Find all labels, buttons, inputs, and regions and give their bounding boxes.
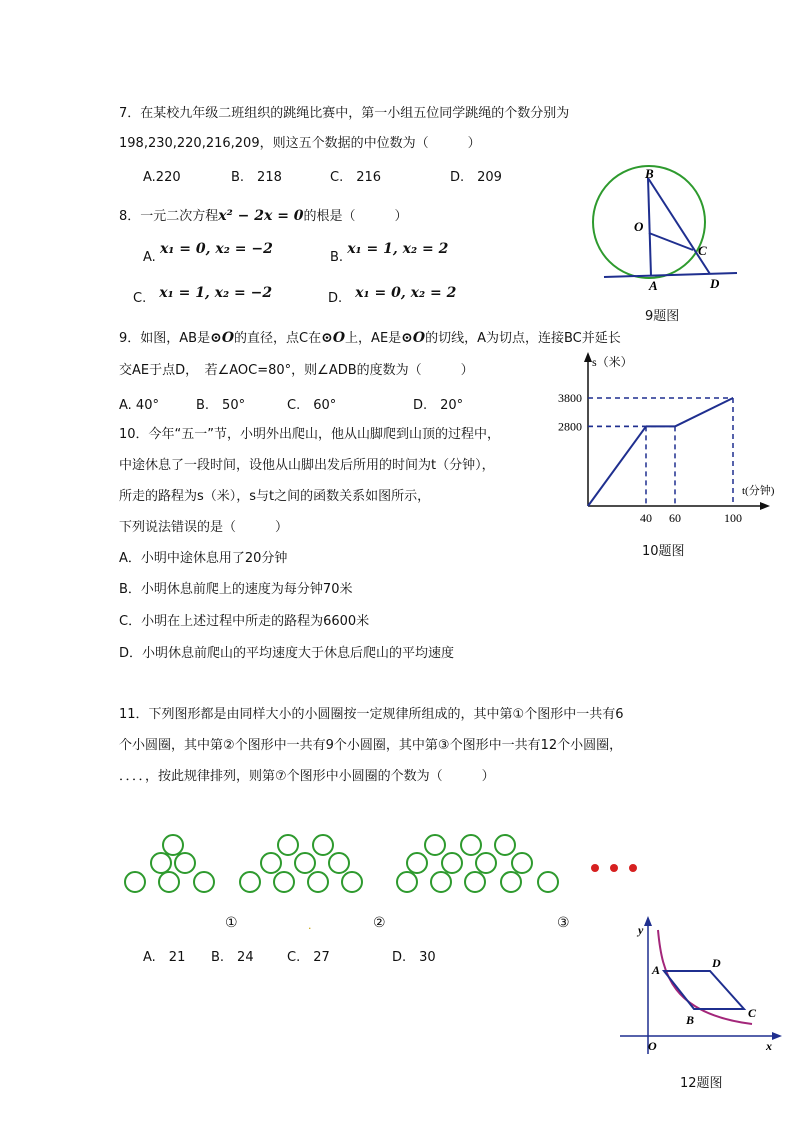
fig2-circle (295, 853, 315, 873)
fig3-circle (495, 835, 515, 855)
q11-stray-dot: . (308, 919, 312, 932)
fig9-label-b: B (645, 166, 654, 181)
fig12-label-b: B (686, 1013, 695, 1027)
fig10-caption: 10题图 (642, 544, 685, 559)
q10-stem-line3: 所走的路程为s（米），s与t之间的函数关系如图所示， (119, 489, 431, 504)
q7-stem-line1: 7．在某校九年级二班组织的跳绳比赛中，第一小组五位同学跳绳的个数分别为 (119, 106, 570, 121)
fig3-circle (442, 853, 462, 873)
fig10-series-segment (675, 398, 733, 426)
fig12-label-d: D (712, 956, 721, 970)
fig12-label-o: O (648, 1039, 657, 1053)
fig10-chart (548, 348, 775, 528)
q9-stem-line1: 9．如图，AB是⊙O的直径，点C在⊙O上，AE是⊙O的切线，A为切点，连接BC并延长 (119, 330, 621, 346)
fig3-circle (425, 835, 445, 855)
fig2-circle (278, 835, 298, 855)
q9-option-a: A. 40° (119, 398, 159, 413)
q8-option-b: B. x₁ = 1, x₂ = 2 (330, 241, 449, 265)
fig1-circle (163, 835, 183, 855)
fig12-x-arrow (772, 1032, 782, 1040)
fig9-caption: 9题图 (645, 309, 680, 324)
q7-option-b: B. 218 (231, 170, 282, 185)
ellipsis-dot (591, 864, 599, 872)
q9-option-b: B. 50° (196, 398, 246, 413)
fig9-label-a: A (649, 278, 658, 293)
q11-stem-line2: 个小圆圈，其中第②个图形中一共有9个小圆圈，其中第③个图形中一共有12个小圆圈， (119, 738, 623, 753)
fig2-circle (274, 872, 294, 892)
fig9-diameter-ab (648, 178, 651, 276)
q10-option-c: C．小明在上述过程中所走的路程为6600米 (119, 614, 370, 629)
q8-option-a: A. x₁ = 0, x₂ = −2 (143, 241, 273, 265)
fig9-label-d: D (710, 276, 720, 291)
fig3-circle (461, 835, 481, 855)
q11-option-d: D. 30 (392, 950, 436, 965)
ellipsis-dot (610, 864, 618, 872)
fig9-label-c: C (698, 243, 707, 258)
q10-option-d: D．小明休息前爬山的平均速度大于休息后爬山的平均速度 (119, 646, 455, 661)
fig2-circle (313, 835, 333, 855)
fig10-x-tick-label: 100 (724, 511, 742, 525)
fig3-circle (538, 872, 558, 892)
q11-fig-label-1: ① (225, 915, 238, 931)
q8-option-d: D. x₁ = 0, x₂ = 2 (328, 285, 457, 306)
q11-fig-label-2: ② (373, 915, 386, 931)
fig10-x-arrow (760, 502, 770, 510)
q11-stem-line1: 11．下列图形都是由同样大小的小圆圈按一定规律所组成的，其中第①个图形中一共有6 (119, 707, 624, 722)
fig12-label-c: C (748, 1006, 757, 1020)
fig3-circle (397, 872, 417, 892)
fig10-y-label: s（米） (592, 355, 633, 369)
q8-prefix: 8．一元二次方程 (119, 209, 219, 224)
fig1-circle (125, 872, 145, 892)
q7-option-a: A.220 (143, 170, 181, 185)
fig3-circle (431, 872, 451, 892)
fig1-circle (151, 853, 171, 873)
fig9-line-bd (648, 178, 710, 274)
q8-stem (119, 208, 408, 225)
q11-option-a: A. 21 (143, 950, 186, 965)
fig10-x-tick-label: 60 (669, 511, 681, 525)
q10-option-a: A．小明中途休息用了20分钟 (119, 551, 288, 566)
fig10-y-tick-label: 2800 (558, 419, 582, 434)
fig2-circle (240, 872, 260, 892)
q10-stem-line2: 中途休息了一段时间，设他从山脚出发后所用的时间为t（分钟）， (119, 458, 495, 473)
q11-option-b: B. 24 (211, 950, 254, 965)
fig1-circle (175, 853, 195, 873)
q11-option-c: C. 27 (287, 950, 330, 965)
q8-option-c: C. x₁ = 1, x₂ = −2 (133, 285, 273, 306)
q9-option-c: C. 60° (287, 398, 337, 413)
q7-option-d: D. 209 (450, 170, 502, 185)
fig1-circle (159, 872, 179, 892)
fig10-y-tick-label: 3800 (558, 391, 582, 405)
q9-option-d: D. 20° (413, 398, 464, 413)
fig10-series-segment (588, 426, 646, 506)
ellipsis-dot (629, 864, 637, 872)
q7-option-c: C. 216 (330, 170, 382, 185)
q11-fig-label-3: ③ (557, 915, 570, 931)
fig12-y-arrow (644, 916, 652, 926)
fig12-label-a: A (652, 963, 661, 977)
fig1-circle (194, 872, 214, 892)
fig9-line-oc (649, 233, 693, 250)
fig12-label-x: x (766, 1039, 772, 1053)
fig10-y-arrow (584, 352, 592, 362)
q11-stem-line3: ．．．．，按此规律排列，则第⑦个图形中小圆圈的个数为（ ） (119, 769, 495, 784)
q11-circle-figures (118, 828, 648, 900)
q9-stem-line2: 交AE于点D， 若∠AOC=80°，则∠ADB的度数为（ ） (119, 363, 474, 378)
fig3-circle (476, 853, 496, 873)
fig10-x-label: t(分钟) (742, 485, 775, 497)
fig2-circle (308, 872, 328, 892)
fig3-circle (465, 872, 485, 892)
fig2-circle (261, 853, 281, 873)
fig2-circle (329, 853, 349, 873)
q8-suffix: 的根是（ ） (303, 209, 408, 224)
q8-equation: x² − 2x = 0 (218, 208, 304, 224)
fig12-caption: 12题图 (680, 1076, 723, 1091)
fig3-circle (407, 853, 427, 873)
q10-stem-line4: 下列说法错误的是（ ） (119, 520, 289, 535)
q7-stem-line2: 198,230,220,216,209，则这五个数据的中位数为（ ） (119, 136, 481, 151)
fig12-label-y: y (638, 923, 644, 937)
fig12-diagram (612, 914, 787, 1064)
q10-option-b: B．小明休息前爬上的速度为每分钟70米 (119, 582, 353, 597)
fig3-circle (501, 872, 521, 892)
fig9-diagram (592, 164, 742, 294)
fig3-circle (512, 853, 532, 873)
fig9-label-o: O (634, 219, 644, 234)
fig10-x-tick-label: 40 (640, 511, 652, 525)
fig2-circle (342, 872, 362, 892)
q10-stem-line1: 10．今年“五一”节，小明外出爬山，他从山脚爬到山顶的过程中， (119, 427, 501, 442)
